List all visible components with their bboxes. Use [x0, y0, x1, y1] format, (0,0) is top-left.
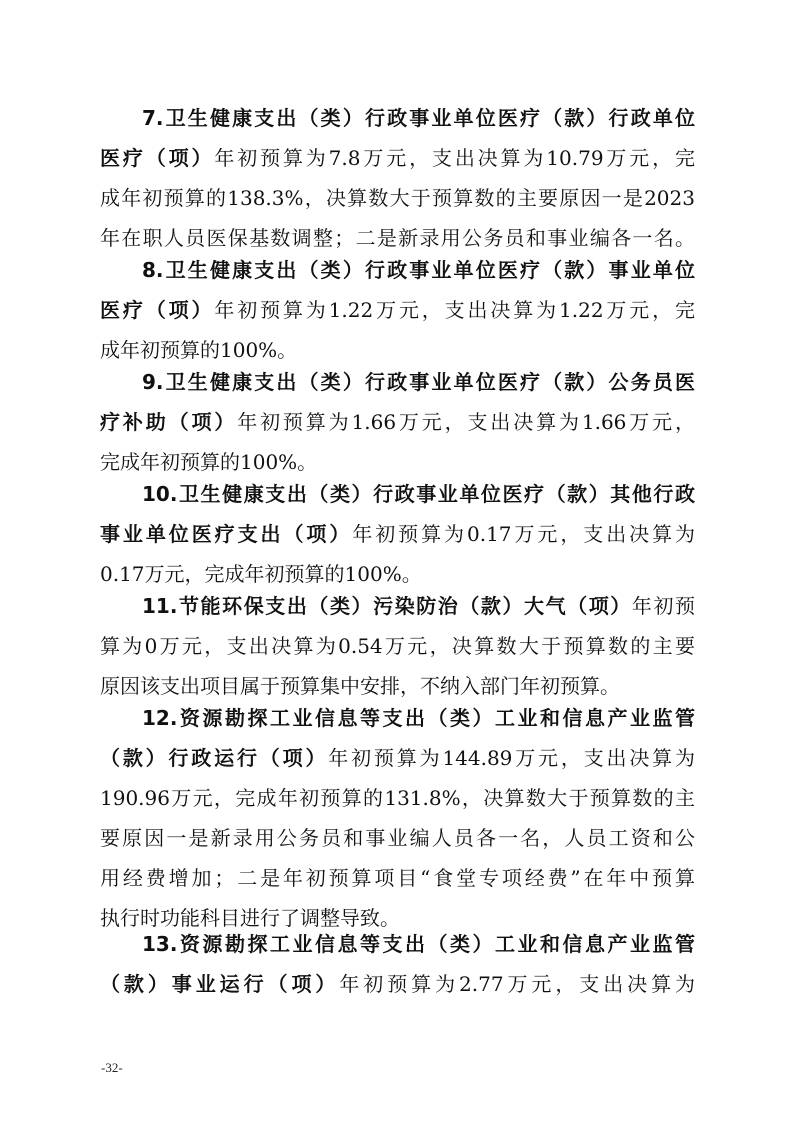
- text-line: [100, 818, 695, 858]
- body-text: 年初预算为7.8万元，支出决算为10.79万元，完: [214, 146, 695, 170]
- item-heading: 11.节能环保支出（类）污染防治（款）大气（项）: [142, 594, 632, 618]
- item-heading: 事业单位医疗支出（项）: [100, 522, 353, 546]
- text-line: [100, 626, 695, 666]
- body-text: 原因该支出项目属于预算集中安排，不纳入部门年初预算。: [100, 674, 620, 698]
- text-line: [142, 98, 695, 138]
- item-heading: （款）事业运行（项）: [100, 972, 340, 996]
- text-line: [142, 362, 695, 402]
- body-text: 190.96万元，完成年初预算的131.8%，决算数大于预算数的主: [100, 786, 695, 810]
- text-line: [142, 474, 695, 514]
- body-text: 年初预算为1.22万元，支出决算为1.22万元，完: [214, 298, 695, 322]
- body-text: 要原因一是新录用公务员和事业编人员各一名，人员工资和公: [100, 826, 695, 850]
- body-text: 年初预算为2.77万元，支出决算为: [339, 972, 695, 996]
- text-line: [100, 858, 695, 898]
- text-line: [142, 924, 695, 964]
- body-text: 年初预算为144.89万元，支出决算为: [328, 746, 695, 770]
- body-text: 执行时功能科目进行了调整导致。: [100, 906, 400, 930]
- text-line: [100, 402, 695, 442]
- item-heading: 7.卫生健康支出（类）行政事业单位医疗（款）行政单位: [142, 106, 695, 130]
- item-heading: 医疗（项）: [100, 146, 215, 170]
- body-text: 年初预算为0.17万元，支出决算为: [352, 522, 695, 546]
- text-line: [142, 250, 695, 290]
- item-heading: 医疗（项）: [100, 298, 215, 322]
- item-heading: 12.资源勘探工业信息等支出（类）工业和信息产业监管: [142, 706, 695, 730]
- text-line: [100, 514, 695, 554]
- body-text: 年在职人员医保基数调整；二是新录用公务员和事业编各一名。: [100, 226, 695, 250]
- text-line: [142, 698, 695, 738]
- text-line: [100, 778, 695, 818]
- text-line: [100, 738, 695, 778]
- item-heading: 8.卫生健康支出（类）行政事业单位医疗（款）事业单位: [142, 258, 695, 282]
- text-line: [100, 290, 695, 330]
- item-heading: （款）行政运行（项）: [100, 746, 329, 770]
- body-text: 用经费增加；二是年初预算项目“食堂专项经费”在年中预算: [100, 866, 695, 890]
- body-text: 0.17万元，完成年初预算的100%。: [100, 562, 422, 586]
- page-number: -32-: [101, 1060, 123, 1075]
- item-heading: 13.资源勘探工业信息等支出（类）工业和信息产业监管: [142, 932, 695, 956]
- item-heading: 9.卫生健康支出（类）行政事业单位医疗（款）公务员医: [142, 370, 695, 394]
- body-text: 成年初预算的138.3%，决算数大于预算数的主要原因一是2023: [100, 186, 695, 210]
- body-text: 成年初预算的100%。: [100, 338, 298, 362]
- item-heading: 疗补助（项）: [100, 410, 238, 434]
- text-line: [100, 178, 695, 218]
- text-line: [142, 586, 695, 626]
- text-line: [100, 964, 695, 1004]
- item-heading: 10.卫生健康支出（类）行政事业单位医疗（款）其他行政: [142, 482, 695, 506]
- body-text: 算为0万元，支出决算为0.54万元，决算数大于预算数的主要: [100, 634, 695, 658]
- body-text: 完成年初预算的100%。: [100, 450, 318, 474]
- body-text: 年初预算为1.66万元，支出决算为1.66万元，: [237, 410, 695, 434]
- text-line: [100, 138, 695, 178]
- body-text: 年初预: [631, 594, 695, 618]
